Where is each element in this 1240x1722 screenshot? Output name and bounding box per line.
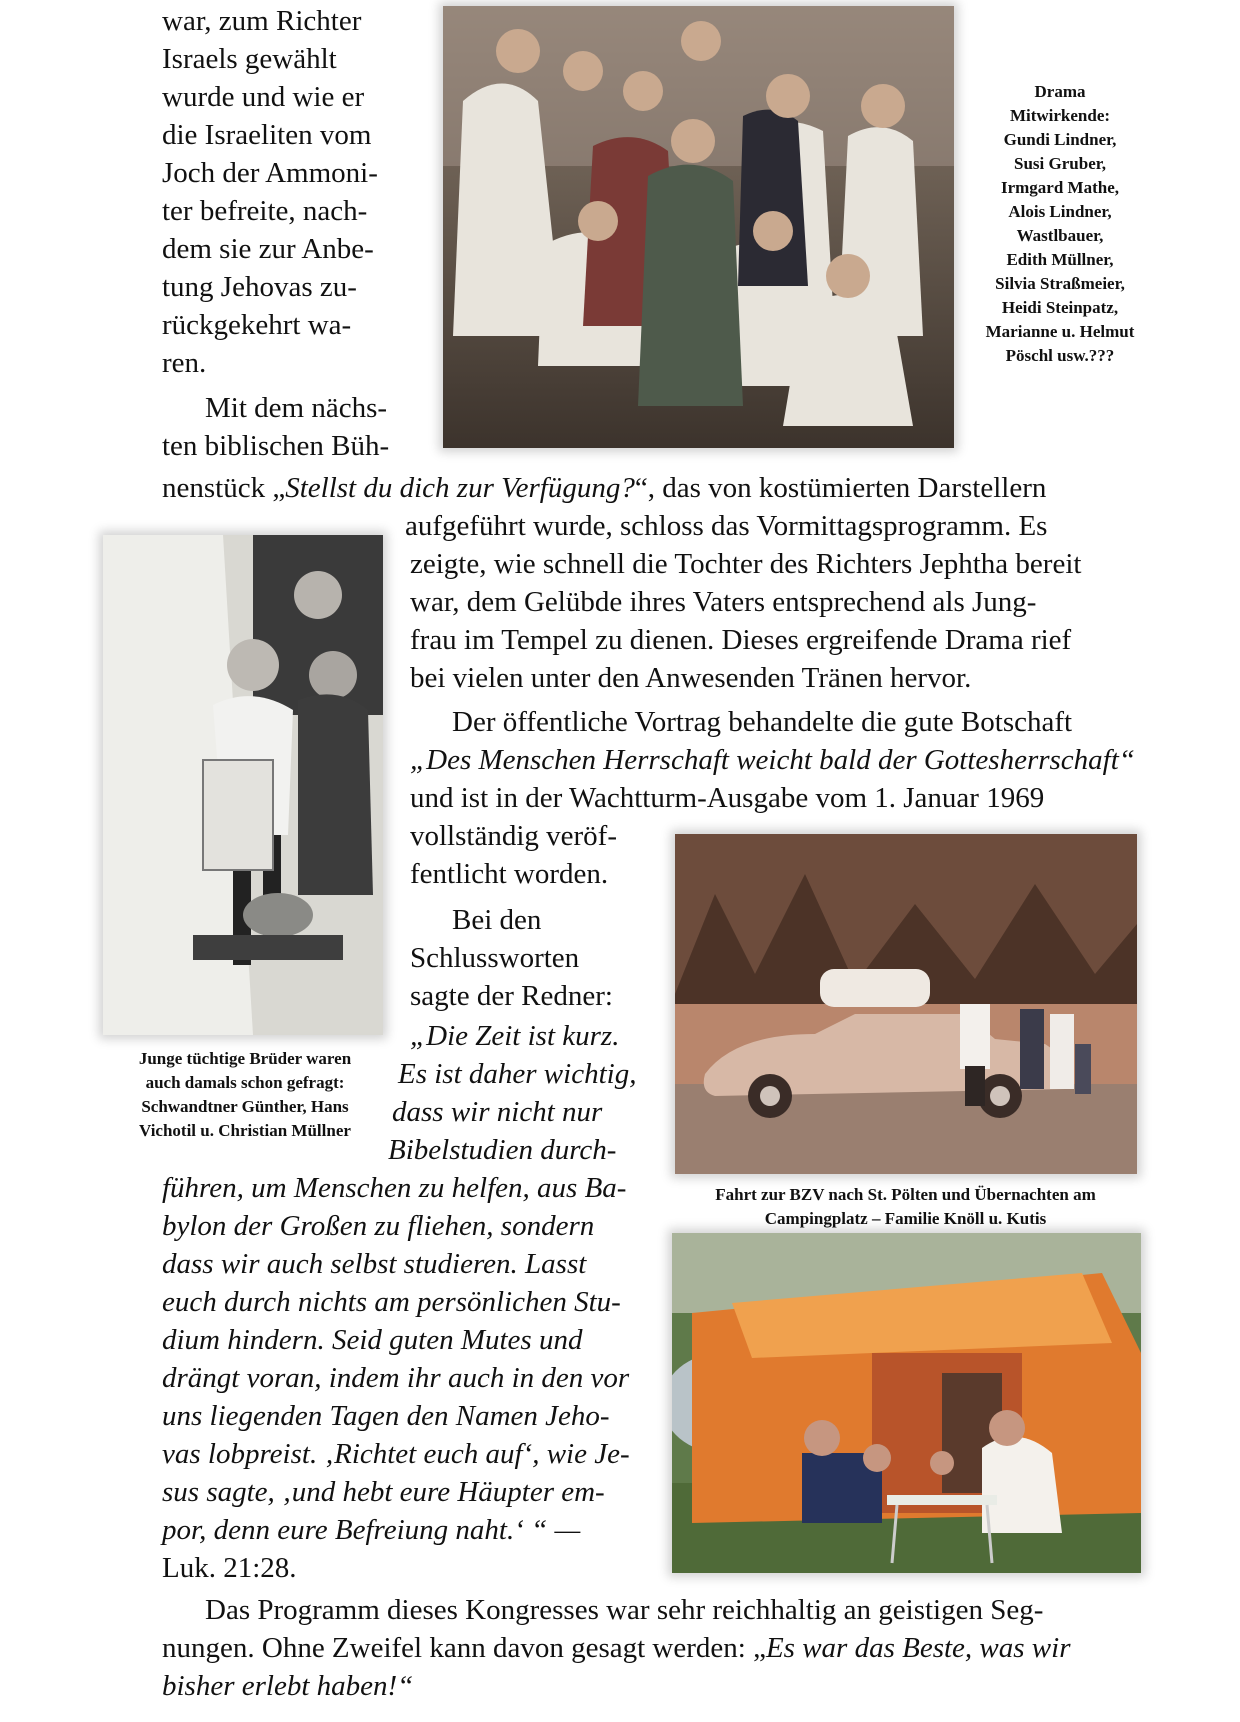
caption-line: Mitwirkende: xyxy=(1009,106,1111,125)
caption-line: Fahrt zur BZV nach St. Pölten und Übernachten am xyxy=(715,1185,1096,1204)
talk-title-line xyxy=(410,741,1135,779)
young-brothers-photo xyxy=(103,535,383,1035)
column-line: Israels gewählt xyxy=(162,43,337,75)
talk-title-italic: „Des Menschen Herrschaft weicht bald der Gottesherrschaft“ xyxy=(410,744,1135,776)
car-trip-photo xyxy=(675,834,1137,1174)
body-line: war, dem Gelübde ihres Vaters entsprechend als Jung- xyxy=(410,586,1037,618)
quote-text: dass wir auch selbst studieren. Lasst xyxy=(162,1248,587,1280)
column-line: Mit dem nächs- xyxy=(205,392,388,424)
closing-quote-italic: Es war das Beste, was wir xyxy=(765,1632,1071,1664)
drama-caption xyxy=(940,80,1180,368)
caption-line: Alois Lindner, xyxy=(1008,202,1112,221)
quote-line xyxy=(162,1283,621,1321)
caption-line: Susi Gruber, xyxy=(1014,154,1106,173)
quote-text: Bibelstudien durch- xyxy=(388,1134,617,1166)
brothers-caption xyxy=(100,1047,390,1143)
quote-line xyxy=(388,1131,616,1169)
quote-text: uns liegenden Tagen den Namen Jeho- xyxy=(162,1400,610,1432)
caption-line: Campingplatz – Familie Knöll u. Kutis xyxy=(764,1209,1047,1228)
column-line: tung Jehovas zu- xyxy=(162,271,357,303)
drama-cast-photo xyxy=(443,6,954,448)
column-line: wurde und wie er xyxy=(162,81,365,113)
body-line: und ist in der Wachtturm-Ausgabe vom 1. Januar 1969 xyxy=(410,782,1045,814)
column-line: dem sie zur Anbe- xyxy=(162,233,374,265)
quote-text: drängt voran, indem ihr auch in den vor xyxy=(162,1362,630,1394)
car-photo-image xyxy=(675,834,1137,1174)
text-run: nungen. Ohne Zweifel kann davon gesagt werden: „ xyxy=(162,1632,766,1664)
caption-line: Heidi Steinpatz, xyxy=(1001,298,1119,317)
drama-photo-image xyxy=(443,6,954,448)
quote-text: führen, um Menschen zu helfen, aus Ba- xyxy=(162,1172,627,1204)
body-line: bei vielen unter den Anwesenden Tränen hervor. xyxy=(410,662,972,694)
quote-line xyxy=(392,1093,602,1131)
final-line xyxy=(162,1629,1071,1667)
tent-photo-image xyxy=(672,1233,1141,1573)
quote-text: bylon der Großen zu fliehen, sondern xyxy=(162,1210,595,1242)
quote-line xyxy=(162,1473,605,1511)
caption-line: Silvia Straßmeier, xyxy=(995,274,1125,293)
caption-line: Irmgard Mathe, xyxy=(1000,178,1120,197)
column-line: Joch der Ammoni- xyxy=(162,157,378,189)
column-line: rückgekehrt wa- xyxy=(162,309,352,341)
quote-text: por, denn eure Befreiung naht.‘ “ — xyxy=(162,1514,581,1546)
text-run: nenstück „ xyxy=(162,472,286,504)
drama-title-italic: Stellst du dich zur Verfügung? xyxy=(285,472,635,504)
scripture-reference: Luk. 21:28. xyxy=(162,1552,297,1584)
column-line: war, zum Richter xyxy=(162,5,362,37)
quote-text: sus sagte, ‚und hebt eure Häupter em- xyxy=(162,1476,605,1508)
caption-line: Wastlbauer, xyxy=(1016,226,1104,245)
caption-line: Marianne u. Helmut xyxy=(985,322,1135,341)
trip-caption xyxy=(667,1183,1144,1231)
body-line: aufgeführt wurde, schloss das Vormittagsprogramm. Es xyxy=(405,510,1048,542)
closing-quote-italic: bisher erlebt haben!“ xyxy=(162,1670,414,1702)
camping-tent-photo xyxy=(672,1233,1141,1573)
quote-line xyxy=(398,1055,636,1093)
quote-text: Es ist daher wichtig, xyxy=(398,1058,637,1090)
quote-line xyxy=(162,1245,586,1283)
body-line: vollständig veröf- xyxy=(410,820,617,852)
body-line: Der öffentliche Vortrag behandelte die gute Botschaft xyxy=(452,706,1073,738)
column-line: ter befreite, nach- xyxy=(162,195,368,227)
quote-line xyxy=(162,1169,626,1207)
body-line: sagte der Redner: xyxy=(410,980,613,1012)
quote-line xyxy=(162,1397,610,1435)
final-line xyxy=(162,1667,413,1705)
body-line: fentlicht worden. xyxy=(410,858,609,890)
quote-line xyxy=(162,1435,630,1473)
body-line-drama-title xyxy=(162,469,1046,507)
caption-line: Gundi Lindner, xyxy=(1003,130,1117,149)
caption-line: Vichotil u. Christian Müllner xyxy=(139,1121,351,1140)
quote-text: „Die Zeit ist kurz. xyxy=(410,1020,620,1052)
column-line: ren. xyxy=(162,347,207,379)
quote-text: dass wir nicht nur xyxy=(392,1096,603,1128)
final-line: Das Programm dieses Kongresses war sehr reichhaltig an geistigen Seg- xyxy=(205,1594,1044,1626)
body-line: Schlussworten xyxy=(410,942,580,974)
quote-line xyxy=(162,1511,580,1549)
body-line: frau im Tempel zu dienen. Dieses ergreifende Drama rief xyxy=(410,624,1072,656)
quote-line xyxy=(162,1207,594,1245)
brothers-photo-image xyxy=(103,535,383,1035)
caption-line: Edith Müllner, xyxy=(1006,250,1114,269)
quote-line xyxy=(410,1017,619,1055)
body-line: zeigte, wie schnell die Tochter des Richters Jephtha bereit xyxy=(410,548,1082,580)
column-line: die Israeliten vom xyxy=(162,119,372,151)
text-run: “, das von kostümierten Darstellern xyxy=(634,472,1047,504)
caption-line: Schwandtner Günther, Hans xyxy=(141,1097,349,1116)
column-line: ten biblischen Büh- xyxy=(162,430,390,462)
caption-line: Pöschl usw.??? xyxy=(1005,346,1115,365)
caption-line: auch damals schon gefragt: xyxy=(145,1073,345,1092)
caption-line: Drama xyxy=(1034,82,1086,101)
body-line: Bei den xyxy=(452,904,542,936)
quote-text: vas lobpreist. ‚Richtet euch auf‘, wie Je- xyxy=(162,1438,630,1470)
caption-line: Junge tüchtige Brüder waren xyxy=(138,1049,352,1068)
quote-line xyxy=(162,1359,629,1397)
quote-line xyxy=(162,1321,582,1359)
quote-text: euch durch nichts am persönlichen Stu- xyxy=(162,1286,621,1318)
quote-text: dium hindern. Seid guten Mutes und xyxy=(162,1324,583,1356)
